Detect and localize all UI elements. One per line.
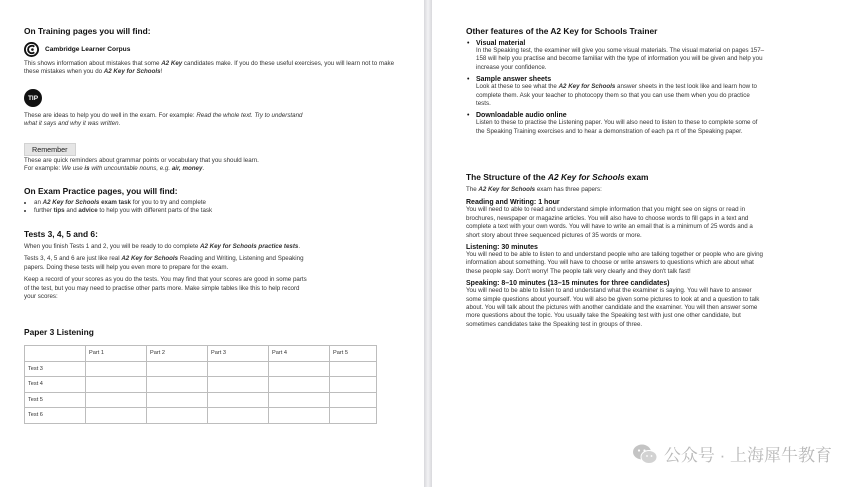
paper-heading-wrap — [24, 327, 94, 337]
paper-text: You will need to be able to listen to and understand what the examiner is saying. You will have to answer some simple questions about yourself. You will also be given some pictures to look at and a question to talk about. You will talk about the pictures with another candidate and the examiner. You will then answer some more questions about the topic. You usually take the Speaking test with just one other candidate, but sometimes candidates take the Speaking test in groups of three. — [466, 287, 760, 328]
clc-title: Cambridge Learner Corpus — [45, 46, 131, 53]
paper-block — [466, 280, 766, 329]
clc-section — [24, 42, 404, 77]
paper-title: Reading and Writing: 1 hour — [466, 199, 560, 207]
structure-heading: The Structure of the A2 Key for Schools exam — [466, 172, 649, 182]
feature-text: In the Speaking test, the examiner will give you some visual materials. The visual material on pages 157–158 will help you practise and become familiar with the type of information you will be given and help you increase your confidence. — [476, 47, 765, 71]
score-cell[interactable] — [147, 392, 208, 408]
tests-description: Tests 3, 4, 5 and 6 are just like real A2 Key for Schools Reading and Writing, Listening and Speaking papers. Doing these tests will help you even more to prepare for the exam. — [24, 255, 304, 271]
table-header-cell: Part 3 — [208, 346, 269, 362]
table-row — [25, 392, 377, 408]
list-item — [466, 76, 766, 108]
features-list — [466, 40, 766, 136]
table-header-cell: Part 5 — [330, 346, 377, 362]
list-item: • an A2 Key for Schools exam task for you to try and complete — [34, 199, 404, 207]
book-gutter — [424, 0, 432, 487]
table-header-cell: Part 2 — [147, 346, 208, 362]
feature-text: Listen to these to practise the Listening paper. You will also need to listen to these to complete some of the Speaking Training exercises and to hear a demonstration of each pa rt of the Speaking paper. — [476, 119, 758, 135]
feature-title: • Downloadable audio online — [476, 112, 567, 120]
table-header-cell — [25, 346, 86, 362]
feature-title: • Sample answer sheets — [476, 76, 552, 84]
table-row-label: Test 5 — [25, 392, 86, 408]
score-cell[interactable] — [269, 377, 330, 393]
tip-icon: TIP — [24, 89, 42, 107]
score-cell[interactable] — [86, 408, 147, 424]
score-cell[interactable] — [269, 392, 330, 408]
practice-heading: On Exam Practice pages, you will find: — [24, 186, 178, 196]
table-header-cell: Part 1 — [86, 346, 147, 362]
score-cell[interactable] — [208, 361, 269, 377]
tests-intro: When you finish Tests 1 and 2, you will be ready to do complete A2 Key for Schools practice tests. — [24, 243, 301, 250]
table-row-label: Test 6 — [25, 408, 86, 424]
paper-text: You will need to be able to listen to and understand people who are talking together or people who are giving information about something. You will have to choose or write answers to questions which are about what these people say. Don't worry! The people talk very clearly and they don't talk fast! — [466, 251, 763, 275]
score-cell[interactable] — [147, 408, 208, 424]
score-cell[interactable] — [86, 392, 147, 408]
tip-description: These are ideas to help you do well in the exam. For example: Read the whole text. Try to understand what it says and why it was written. — [24, 112, 303, 128]
structure-section — [466, 172, 766, 329]
table-row-label: Test 4 — [25, 377, 86, 393]
table-header-row — [25, 346, 377, 362]
score-cell[interactable] — [330, 408, 377, 424]
scores-table-wrap — [24, 345, 377, 424]
tip-section — [24, 112, 309, 129]
clc-description: This shows information about mistakes that some A2 Key candidates make. If you do these useful exercises, you will learn not to make these mistakes when you do A2 Key for Schools! — [24, 60, 395, 76]
feature-text: Look at these to see what the A2 Key for Schools answer sheets in the test look like and learn how to complete them. Ask your teacher to photocopy them so that you can use them when you do practice tests. — [476, 83, 758, 108]
score-cell[interactable] — [330, 392, 377, 408]
cambridge-corpus-icon — [24, 42, 39, 57]
paper-text: You will need to able to read and understand simple information that you might see on signs or read in brochures, newspaper or magazine articles. You will also have to choose words to fill gaps in a text and complete a text with your own words. You will have to write an email that is a minimum of 25 words and a short story about three sequenced pictures of 35 words or more. — [466, 206, 753, 239]
score-cell[interactable] — [208, 408, 269, 424]
feature-title: • Visual material — [476, 40, 526, 47]
remember-badge-wrap — [24, 139, 76, 157]
paper-block — [466, 199, 766, 240]
score-cell[interactable] — [147, 361, 208, 377]
clc-logo — [24, 42, 404, 57]
tests-section — [24, 229, 309, 301]
list-item: • further tips and advice to help you with different parts of the task — [34, 207, 404, 215]
score-cell[interactable] — [269, 408, 330, 424]
list-item — [466, 112, 766, 136]
paper-heading: Paper 3 Listening — [24, 327, 94, 337]
tip-badge-wrap — [24, 89, 42, 107]
table-row — [25, 361, 377, 377]
remember-description: These are quick reminders about grammar points or vocabulary that you should learn. — [24, 157, 259, 164]
table-row — [25, 408, 377, 424]
remember-badge: Remember — [24, 143, 76, 156]
features-heading: Other features of the A2 Key for Schools Trainer — [466, 26, 658, 36]
training-section — [24, 26, 404, 36]
score-cell[interactable] — [208, 392, 269, 408]
paper-title: Speaking: 8–10 minutes (13–15 minutes for three candidates) — [466, 280, 670, 288]
right-page — [432, 0, 849, 487]
score-cell[interactable] — [330, 377, 377, 393]
score-cell[interactable] — [330, 361, 377, 377]
practice-section — [24, 186, 404, 216]
practice-list — [24, 199, 404, 216]
score-cell[interactable] — [86, 361, 147, 377]
score-cell[interactable] — [86, 377, 147, 393]
features-section — [466, 26, 766, 140]
paper-block — [466, 244, 766, 276]
table-row — [25, 377, 377, 393]
table-header-cell: Part 4 — [269, 346, 330, 362]
paper-title: Listening: 30 minutes — [466, 244, 538, 252]
watermark-text: 公众号 · 上海犀牛教育 — [663, 446, 832, 465]
score-cell[interactable] — [147, 377, 208, 393]
remember-section — [24, 157, 314, 174]
watermark — [632, 441, 832, 466]
score-cell[interactable] — [269, 361, 330, 377]
tests-record-tip: Keep a record of your scores as you do the tests. You may find that your scores are good in some parts of the test, but you may need to practise other parts more. Make simple tables like this to help record your scores: — [24, 276, 307, 301]
remember-example: For example: We use is with uncountable nouns, e.g. air, money. — [24, 165, 205, 173]
score-cell[interactable] — [208, 377, 269, 393]
training-heading: On Training pages you will find: — [24, 26, 151, 36]
tests-heading: Tests 3, 4, 5 and 6: — [24, 229, 98, 239]
structure-intro: The A2 Key for Schools exam has three papers: — [466, 186, 602, 193]
wechat-icon — [632, 443, 658, 465]
left-page — [0, 0, 424, 487]
list-item — [466, 40, 766, 72]
scores-table — [24, 345, 377, 424]
table-row-label: Test 3 — [25, 361, 86, 377]
